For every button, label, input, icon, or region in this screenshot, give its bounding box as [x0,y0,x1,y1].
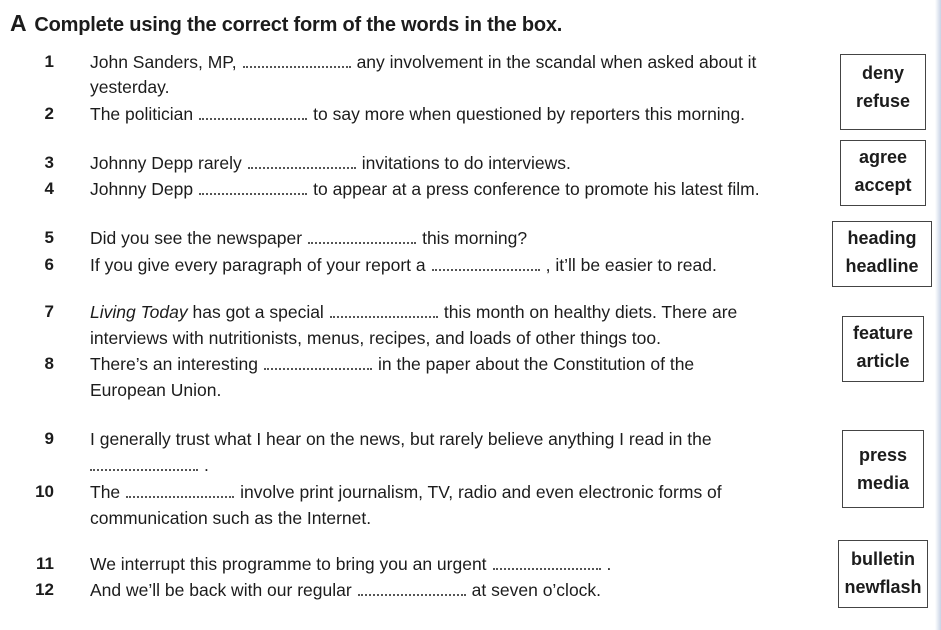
box-word: newflash [844,577,922,597]
word-box [838,540,928,608]
answer-blank[interactable] [264,354,372,370]
answer-blank[interactable] [358,580,466,596]
word-box [840,140,926,206]
box-word: heading [847,228,917,248]
text-before: There’s an interesting [90,354,258,374]
text-after: . [204,455,209,475]
item-sentence [90,253,717,277]
answer-blank[interactable] [432,255,540,271]
item-continuation [90,453,209,477]
box-word: agree [858,147,908,167]
text-after: this morning? [422,228,528,248]
text-after: , it’ll be easier to read. [545,255,717,275]
item-number: 11 [36,554,54,573]
box-word: deny [861,63,904,83]
item-number: 7 [44,302,54,321]
item-sentence [90,352,694,376]
text-before: has got a special [187,302,324,322]
exercise-title [10,10,562,37]
text-after: at seven o’clock. [471,580,602,600]
text-before: The [90,482,121,502]
text-before: If you give every paragraph of your report a [90,255,426,275]
page-edge-shadow [935,0,941,630]
answer-blank[interactable] [308,228,416,244]
answer-blank[interactable] [126,482,234,498]
box-word: bulletin [851,549,915,569]
item-sentence [90,552,611,576]
item-number: 4 [44,179,54,198]
text-after: this month on healthy diets. There are [443,302,738,322]
item-sentence [90,578,601,602]
item-number: 6 [44,255,54,274]
item-number: 5 [44,228,54,247]
word-box [832,221,932,287]
text-before: And we’ll be back with our regular [90,580,352,600]
text-before: I generally trust what I hear on the news, but rarely believe anything I read in the [90,429,712,449]
item-number: 10 [35,482,54,501]
item-sentence [90,226,527,250]
answer-blank[interactable] [199,104,307,120]
item-number: 3 [44,153,54,172]
answer-blank[interactable] [248,153,356,169]
item-number: 8 [44,354,54,373]
box-word: press [858,445,908,465]
item-continuation: European Union. [90,380,222,400]
text-before: The politician [90,104,194,124]
magazine-title: Living Today [90,302,188,322]
box-word: media [856,473,910,493]
text-after: to appear at a press conference to promote his latest film. [313,179,760,199]
item-continuation: communication such as the Internet. [90,508,372,528]
answer-blank[interactable] [493,554,601,570]
answer-blank[interactable] [199,179,307,195]
word-box [840,54,926,130]
item-number: 9 [44,429,54,448]
text-before: John Sanders, MP, [90,52,237,72]
text-before: Did you see the newspaper [90,228,303,248]
text-before: Johnny Depp [90,179,194,199]
item-sentence [90,300,737,324]
item-continuation: interviews with nutritionists, menus, recipes, and loads of other things too. [90,328,661,348]
word-box [842,316,924,382]
text-before: Johnny Depp rarely [90,153,242,173]
box-word: refuse [855,91,911,111]
answer-blank[interactable] [90,455,198,471]
item-sentence [90,50,756,74]
item-sentence [90,177,760,201]
item-sentence [90,480,722,504]
text-after: involve print journalism, TV, radio and even electronic forms of [240,482,722,502]
answer-blank[interactable] [243,52,351,68]
text-after: invitations to do interviews. [361,153,571,173]
box-word: headline [845,256,919,276]
item-number: 1 [44,52,54,71]
item-number: 12 [35,580,54,599]
item-number: 2 [44,104,54,123]
text-after: . [606,554,612,574]
word-box [842,430,924,508]
exercise-letter: A [10,10,27,36]
text-after: in the paper about the Constitution of the [377,354,695,374]
box-word: accept [854,175,912,195]
item-continuation: yesterday. [90,77,170,97]
text-after: any involvement in the scandal when asked about it [356,52,757,72]
box-word: feature [852,323,914,343]
answer-blank[interactable] [330,302,438,318]
instruction-text: Complete using the correct form of the words in the box. [34,14,563,36]
item-sentence [90,151,571,175]
item-sentence [90,427,712,451]
text-before: We interrupt this programme to bring you an urgent [90,554,487,574]
box-word: article [856,351,910,371]
text-after: to say more when questioned by reporters this morning. [313,104,746,124]
item-sentence [90,102,745,126]
